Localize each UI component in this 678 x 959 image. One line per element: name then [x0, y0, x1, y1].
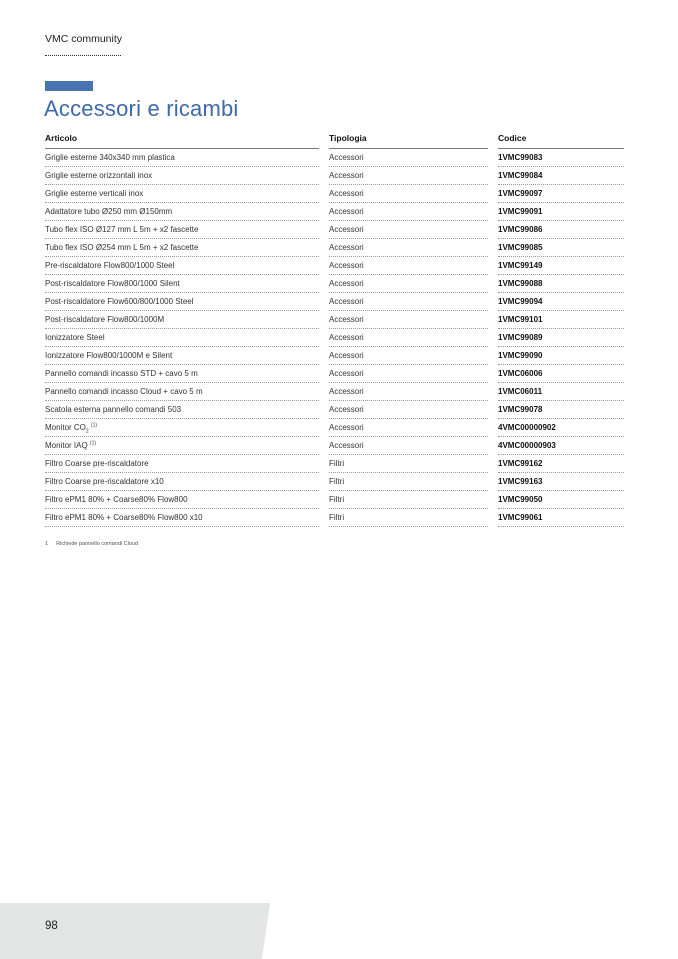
cell-articolo [45, 509, 319, 527]
article-name: Ionizzatore Flow800/1000M e Silent [45, 351, 173, 360]
column-gap [488, 509, 498, 527]
cell-codice: 1VMC06011 [498, 383, 624, 401]
table-row [45, 455, 624, 473]
table-row [45, 419, 624, 437]
column-gap [319, 473, 329, 491]
cell-codice: 1VMC99163 [498, 473, 624, 491]
column-header-codice: Codice [498, 133, 624, 149]
cell-tipologia: Accessori [329, 365, 488, 383]
table-row [45, 509, 624, 527]
products-table [45, 133, 624, 527]
column-gap [488, 491, 498, 509]
cell-codice: 1VMC99090 [498, 347, 624, 365]
cell-codice: 1VMC99083 [498, 149, 624, 167]
table-row [45, 257, 624, 275]
column-gap [488, 437, 498, 455]
column-gap [319, 455, 329, 473]
cell-codice: 1VMC99078 [498, 401, 624, 419]
table-row [45, 293, 624, 311]
page-number: 98 [45, 920, 58, 932]
column-gap [319, 239, 329, 257]
article-name: Pannello comandi incasso Cloud + cavo 5 m [45, 387, 203, 396]
table-row [45, 239, 624, 257]
cell-articolo [45, 221, 319, 239]
table-row [45, 491, 624, 509]
article-name: Pannello comandi incasso STD + cavo 5 m [45, 369, 198, 378]
footer-band [0, 903, 270, 959]
column-gap [488, 401, 498, 419]
cell-articolo [45, 347, 319, 365]
cell-codice: 1VMC99088 [498, 275, 624, 293]
cell-tipologia: Accessori [329, 347, 488, 365]
article-name: Post-riscaldatore Flow800/1000 Silent [45, 279, 180, 288]
cell-tipologia: Accessori [329, 221, 488, 239]
cell-tipologia: Accessori [329, 149, 488, 167]
cell-codice: 1VMC99162 [498, 455, 624, 473]
cell-tipologia: Accessori [329, 311, 488, 329]
cell-codice: 1VMC99089 [498, 329, 624, 347]
table-row [45, 311, 624, 329]
table-row [45, 365, 624, 383]
column-gap [319, 221, 329, 239]
cell-articolo [45, 329, 319, 347]
article-name: Adattatore tubo Ø250 mm Ø150mm [45, 207, 173, 216]
article-name: Griglie esterne orizzontali inox [45, 171, 153, 180]
cell-tipologia: Accessori [329, 257, 488, 275]
cell-codice: 1VMC99061 [498, 509, 624, 527]
cell-articolo [45, 419, 319, 437]
cell-articolo [45, 383, 319, 401]
column-gap [319, 203, 329, 221]
section-label: VMC community [45, 33, 123, 45]
column-gap [319, 293, 329, 311]
column-gap [319, 383, 329, 401]
cell-tipologia: Filtri [329, 473, 488, 491]
column-gap [488, 203, 498, 221]
cell-tipologia: Accessori [329, 239, 488, 257]
cell-tipologia: Filtri [329, 509, 488, 527]
section-divider [45, 55, 121, 56]
column-gap [319, 311, 329, 329]
column-gap [319, 133, 329, 149]
column-gap [488, 133, 498, 149]
column-header-tipologia: Tipologia [329, 133, 488, 149]
column-gap [319, 257, 329, 275]
cell-codice: 1VMC99101 [498, 311, 624, 329]
column-gap [488, 293, 498, 311]
article-name: Filtro Coarse pre-riscaldatore [45, 459, 149, 468]
column-gap [488, 221, 498, 239]
column-gap [319, 347, 329, 365]
table-row [45, 275, 624, 293]
cell-tipologia: Accessori [329, 329, 488, 347]
footnote-number: 1 [45, 541, 49, 547]
column-gap [319, 185, 329, 203]
column-gap [488, 347, 498, 365]
cell-articolo [45, 239, 319, 257]
cell-tipologia: Accessori [329, 437, 488, 455]
cell-articolo [45, 149, 319, 167]
article-name: Griglie esterne 340x340 mm plastica [45, 153, 175, 162]
column-gap [488, 365, 498, 383]
column-gap [488, 329, 498, 347]
footnote [45, 541, 138, 547]
cell-codice: 1VMC99097 [498, 185, 624, 203]
cell-tipologia: Accessori [329, 185, 488, 203]
article-name: Tubo flex ISO Ø127 mm L 5m + x2 fascette [45, 225, 199, 234]
cell-articolo [45, 491, 319, 509]
table-row [45, 383, 624, 401]
column-gap [319, 419, 329, 437]
cell-tipologia: Accessori [329, 419, 488, 437]
cell-articolo [45, 401, 319, 419]
cell-tipologia: Accessori [329, 203, 488, 221]
article-name: Post-riscaldatore Flow600/800/1000 Steel [45, 297, 194, 306]
article-name: Monitor CO [45, 423, 86, 432]
column-gap [488, 383, 498, 401]
accent-bar [45, 81, 93, 91]
column-gap [488, 257, 498, 275]
column-gap [488, 419, 498, 437]
article-name: Pre-riscaldatore Flow800/1000 Steel [45, 261, 175, 270]
article-name: Monitor IAQ [45, 441, 88, 450]
table-row [45, 185, 624, 203]
cell-codice: 4VMC00000902 [498, 419, 624, 437]
cell-codice: 1VMC99084 [498, 167, 624, 185]
column-gap [319, 365, 329, 383]
article-name: Filtro ePM1 80% + Coarse80% Flow800 [45, 495, 188, 504]
table-row [45, 203, 624, 221]
cell-articolo [45, 311, 319, 329]
footnote-reference: (1) [89, 440, 97, 447]
column-gap [488, 167, 498, 185]
cell-articolo [45, 257, 319, 275]
cell-tipologia: Accessori [329, 401, 488, 419]
article-name: Griglie esterne verticali inox [45, 189, 144, 198]
column-gap [319, 491, 329, 509]
footnote-reference: (1) [90, 422, 98, 429]
column-gap [488, 275, 498, 293]
column-gap [319, 401, 329, 419]
cell-codice: 1VMC99050 [498, 491, 624, 509]
cell-tipologia: Filtri [329, 491, 488, 509]
cell-tipologia: Accessori [329, 383, 488, 401]
cell-codice: 1VMC99085 [498, 239, 624, 257]
table-body [45, 149, 624, 527]
cell-tipologia: Accessori [329, 293, 488, 311]
table-row [45, 473, 624, 491]
cell-articolo [45, 293, 319, 311]
cell-articolo [45, 203, 319, 221]
table-row [45, 167, 624, 185]
cell-codice: 4VMC00000903 [498, 437, 624, 455]
column-gap [319, 509, 329, 527]
cell-tipologia: Filtri [329, 455, 488, 473]
column-gap [319, 437, 329, 455]
column-gap [488, 473, 498, 491]
column-gap [488, 455, 498, 473]
table-row [45, 347, 624, 365]
column-gap [488, 239, 498, 257]
table-row [45, 437, 624, 455]
cell-codice: 1VMC99149 [498, 257, 624, 275]
table-row [45, 401, 624, 419]
cell-articolo [45, 437, 319, 455]
cell-articolo [45, 365, 319, 383]
column-gap [488, 311, 498, 329]
table-row [45, 149, 624, 167]
column-gap [319, 275, 329, 293]
column-gap [488, 185, 498, 203]
cell-articolo [45, 167, 319, 185]
cell-tipologia: Accessori [329, 275, 488, 293]
cell-articolo [45, 185, 319, 203]
cell-articolo [45, 473, 319, 491]
cell-articolo [45, 275, 319, 293]
cell-tipologia: Accessori [329, 167, 488, 185]
article-name: Tubo flex ISO Ø254 mm L 5m + x2 fascette [45, 243, 199, 252]
cell-codice: 1VMC99086 [498, 221, 624, 239]
article-name: Post-riscaldatore Flow800/1000M [45, 315, 165, 324]
column-header-articolo: Articolo [45, 133, 319, 149]
table-header-row [45, 133, 624, 149]
cell-codice: 1VMC99094 [498, 293, 624, 311]
column-gap [319, 149, 329, 167]
article-name: Ionizzatore Steel [45, 333, 105, 342]
column-gap [319, 167, 329, 185]
article-name: Filtro ePM1 80% + Coarse80% Flow800 x10 [45, 513, 203, 522]
table-row [45, 221, 624, 239]
table-row [45, 329, 624, 347]
column-gap [319, 329, 329, 347]
page-title: Accessori e ricambi [44, 96, 239, 121]
footnote-text: Richiede pannello comandi Cloud [56, 541, 139, 547]
cell-articolo [45, 455, 319, 473]
article-name: Scatola esterna pannello comandi 503 [45, 405, 182, 414]
article-subscript: 2 [85, 428, 89, 435]
cell-codice: 1VMC06006 [498, 365, 624, 383]
article-name: Filtro Coarse pre-riscaldatore x10 [45, 477, 164, 486]
column-gap [488, 149, 498, 167]
cell-codice: 1VMC99091 [498, 203, 624, 221]
